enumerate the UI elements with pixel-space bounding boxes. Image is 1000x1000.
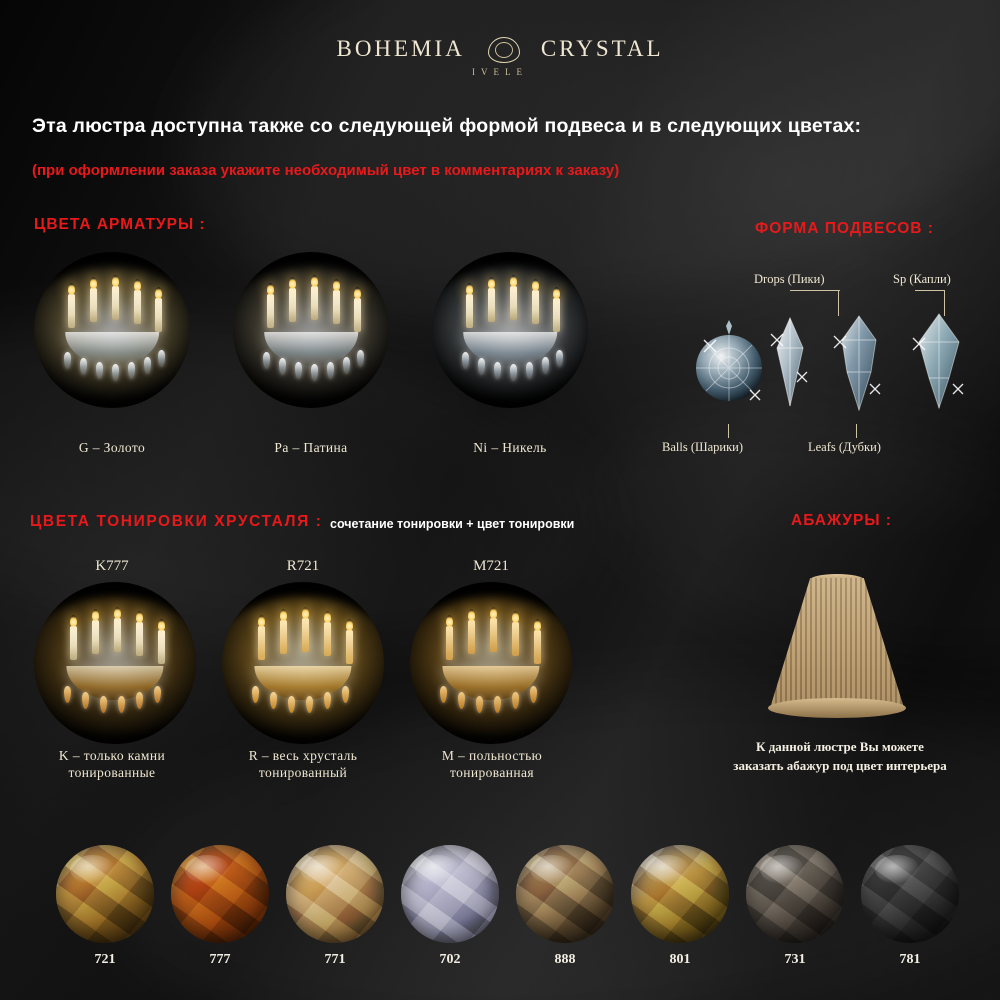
shade-note-line2: заказать абажур под цвет интерьера — [733, 757, 947, 773]
chandelier-art-r721 — [222, 582, 384, 744]
crystal-swatch-771 — [286, 845, 384, 968]
crystal-swatch-777 — [171, 845, 269, 968]
crystal-swatch-888 — [516, 845, 614, 968]
tint-photo-m721 — [410, 582, 572, 744]
page-title: Эта люстра доступна также со следующей формой подвеса и в следующих цветах: — [32, 115, 862, 137]
crystal-code-721: 721 — [94, 952, 116, 967]
shade-body — [770, 578, 904, 708]
drop-crystal-icon — [765, 312, 815, 412]
chandelier-art-patina — [233, 252, 389, 408]
crystal-swatch-781 — [861, 845, 959, 968]
page-subtitle: (при оформлении заказа укажите необходимый цвет в комментариях к заказу) — [32, 162, 620, 179]
crystal-swatch-row — [0, 845, 1000, 995]
leader-line-sp — [915, 290, 945, 291]
tint-caption-r721-line1: R – весь хрусталь — [248, 748, 358, 763]
pendant-label-leafs: Leafs (Дубки) — [808, 440, 881, 454]
section-title-crystal-tint: ЦВЕТА ТОНИРОВКИ ХРУСТАЛЯ : — [30, 513, 323, 530]
section-title-shades: АБАЖУРЫ : — [791, 512, 892, 529]
gem-771 — [286, 845, 384, 943]
leaf-crystal-icon — [824, 310, 894, 420]
crystal-swatch-731 — [746, 845, 844, 968]
tint-photo-k777 — [34, 582, 196, 744]
sp-crystal-icon — [905, 308, 975, 418]
pendant-label-balls: Balls (Шарики) — [662, 440, 744, 454]
armature-photo-patina — [233, 252, 389, 408]
chandelier-art-m721 — [410, 582, 572, 744]
tint-caption-m721-line1: M – польностью — [441, 748, 543, 763]
crystal-swatch-801 — [631, 845, 729, 968]
gem-801 — [631, 845, 729, 943]
tint-code-k777: K777 — [95, 558, 129, 574]
crystal-swatch-702 — [401, 845, 499, 968]
brand-name-right: CRYSTAL — [540, 36, 664, 61]
armature-photo-gold — [34, 252, 190, 408]
crystal-code-801: 801 — [669, 952, 691, 967]
shade-note-line1: К данной люстре Вы можете — [756, 739, 924, 754]
tint-photo-r721 — [222, 582, 384, 744]
tint-caption-r721-line2: тонированный — [258, 764, 348, 780]
crystal-code-771: 771 — [324, 952, 346, 967]
tint-caption-k777-line1: K – только камни — [58, 748, 166, 763]
armature-caption-nickel: Ni – Никель — [473, 440, 547, 455]
gem-731 — [746, 845, 844, 943]
pendant-label-sp: Sp (Капли) — [893, 272, 951, 286]
armature-caption-patina: Pa – Патина — [274, 440, 348, 455]
gem-888 — [516, 845, 614, 943]
crystal-code-777: 777 — [209, 952, 231, 967]
section-title-pendant-form: ФОРМА ПОДВЕСОВ : — [755, 220, 934, 237]
armature-photo-nickel — [432, 252, 588, 408]
ball-crystal-icon — [690, 318, 768, 414]
gem-781 — [861, 845, 959, 943]
crystal-code-888: 888 — [554, 952, 576, 967]
brand-subtitle: IVELE — [472, 67, 528, 77]
gem-702 — [401, 845, 499, 943]
crystal-code-731: 731 — [784, 952, 806, 967]
tint-caption-k777-line2: тонированные — [68, 764, 156, 780]
chandelier-art-gold — [34, 252, 190, 408]
leader-line-leafs-v — [856, 424, 857, 438]
brand-name-left: BOHEMIA — [336, 36, 465, 61]
tint-code-r721: R721 — [286, 558, 320, 574]
tint-caption-m721-line2: тонированная — [449, 764, 535, 780]
armature-caption-gold: G – Золото — [78, 440, 146, 455]
lamp-shade-icon — [762, 570, 912, 720]
chandelier-art-k777 — [34, 582, 196, 744]
crystal-swatch-721 — [56, 845, 154, 968]
crystal-code-781: 781 — [899, 952, 921, 967]
leader-line-drops — [790, 290, 840, 291]
shade-bottom-ring — [768, 698, 906, 718]
crystal-code-702: 702 — [439, 952, 461, 967]
crystal-emblem-icon — [479, 34, 527, 64]
chandelier-art-nickel — [432, 252, 588, 408]
leader-line-balls-v — [728, 424, 729, 438]
crystal-tint-note: сочетание тонировки + цвет тонировки — [330, 517, 575, 531]
gem-777 — [171, 845, 269, 943]
pendant-label-drops: Drops (Пики) — [754, 272, 825, 286]
section-title-armature: ЦВЕТА АРМАТУРЫ : — [34, 216, 206, 233]
gem-721 — [56, 845, 154, 943]
brand-logo — [0, 34, 1000, 77]
tint-code-m721: M721 — [473, 558, 509, 574]
